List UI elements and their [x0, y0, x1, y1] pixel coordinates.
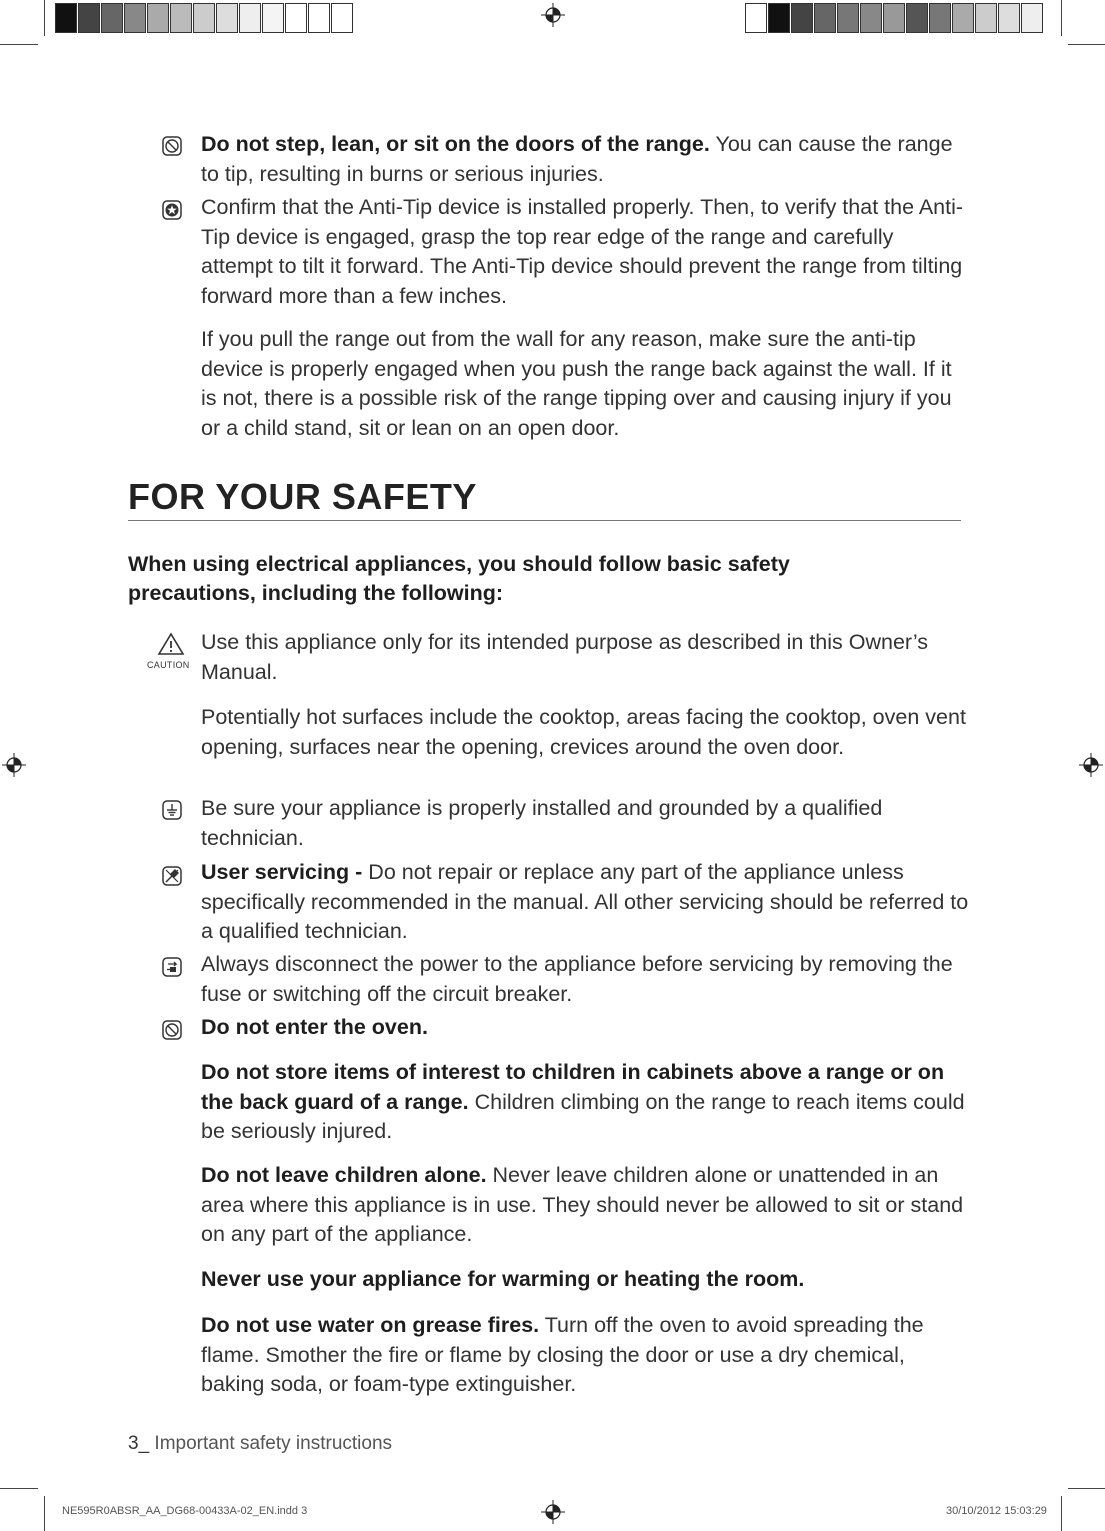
crop-mark — [44, 0, 45, 36]
user-servicing-bold: User servicing - — [201, 860, 363, 884]
prohibited-icon — [162, 1020, 182, 1040]
grease-fires-text: Turn off the oven to avoid spreading the flame. Smother the fire or flame by closing the door or use a dry chemical, baking soda, or foam-type extinguisher. — [201, 1313, 924, 1396]
tip-warning-paragraph — [201, 130, 971, 189]
page-number: 3_ — [128, 1433, 150, 1454]
no-disassemble-icon — [162, 866, 182, 886]
crop-mark — [1061, 0, 1062, 36]
file-slug: NE595R0ABSR_AA_DG68-00433A-02_EN.indd 3 — [62, 1505, 308, 1517]
no-store-text: Children climbing on the range to reach items could be seriously injured. — [201, 1089, 965, 1143]
no-warming-bold: Never use your appliance for warming or heating the room. — [201, 1267, 805, 1291]
no-enter-bold: Do not enter the oven. — [201, 1015, 428, 1039]
important-star-icon — [162, 200, 182, 220]
no-leave-text: Never leave children alone or unattended in an area where this appliance is in use. They should never be allowed to sit or stand on any part of the appliance. — [201, 1163, 964, 1246]
grease-fires-bold: Do not use water on grease fires. — [201, 1313, 540, 1337]
section-name: Important safety instructions — [149, 1433, 393, 1454]
registration-mark-right — [1079, 753, 1103, 777]
caution-label: CAUTION — [147, 660, 190, 670]
crop-mark — [1068, 1488, 1105, 1489]
grease-fires-paragraph — [201, 1311, 971, 1400]
no-warming-paragraph — [201, 1265, 971, 1295]
no-leave-paragraph — [201, 1161, 971, 1250]
safety-intro: When using electrical appliances, you should follow basic safety precautions, including the following: — [128, 552, 790, 605]
grounded-paragraph: Be sure your appliance is properly installed and grounded by a qualified technician. — [201, 796, 883, 850]
user-servicing-paragraph — [201, 858, 971, 947]
caution-triangle-icon — [157, 632, 185, 656]
no-leave-bold: Do not leave children alone. — [201, 1163, 487, 1187]
crop-mark — [44, 1496, 45, 1531]
prohibited-icon — [162, 136, 182, 156]
crop-mark — [1068, 44, 1105, 45]
page-title: FOR YOUR SAFETY — [128, 474, 961, 521]
registration-mark-left — [2, 753, 26, 777]
hot-surfaces-paragraph: Potentially hot surfaces include the cooktop, areas facing the cooktop, oven vent opening, surfaces near the opening, crevices around the oven door. — [201, 705, 966, 759]
tip-warning-bold: Do not step, lean, or sit on the doors of the range. — [201, 132, 710, 156]
print-timestamp: 30/10/2012 15:03:29 — [946, 1505, 1047, 1517]
intended-use-paragraph: Use this appliance only for its intended purpose as described in this Owner’s Manual. — [201, 630, 929, 684]
crop-mark — [0, 44, 38, 45]
disconnect-paragraph: Always disconnect the power to the appliance before servicing by removing the fuse or switching off the circuit breaker. — [201, 952, 953, 1006]
no-store-bold: Do not store items of interest to children in cabinets above a range or on the back guard of a range. — [201, 1060, 945, 1114]
anti-tip-pull-paragraph: If you pull the range out from the wall for any reason, make sure the anti-tip device is properly engaged when you push the range back against the wall. If it is not, there is a possible risk of the range tipping over and causing injury if you or a child stand, sit or lean on an open door. — [201, 327, 952, 440]
print-color-bar-right — [745, 3, 1044, 33]
ground-icon — [162, 800, 182, 820]
unplug-icon — [162, 957, 182, 977]
anti-tip-confirm-paragraph: Confirm that the Anti-Tip device is installed properly. Then, to verify that the Anti-Tip device is engaged, grasp the top rear edge of the range and carefully attempt to tilt it forward. The Anti-Tip device should prevent the range from tilting forward more than a few inches. — [201, 195, 964, 308]
crop-mark — [1061, 1496, 1062, 1531]
crop-mark — [0, 1488, 38, 1489]
registration-mark-top — [541, 3, 565, 27]
no-store-paragraph — [201, 1058, 971, 1147]
registration-mark-bottom — [541, 1500, 565, 1524]
user-servicing-text: Do not repair or replace any part of the appliance unless specifically recommended in the manual. All other servicing should be referred to a qualified technician. — [201, 860, 969, 943]
tip-warning-text: You can cause the range to tip, resulting in burns or serious injuries. — [201, 132, 953, 186]
print-color-bar-left — [55, 3, 354, 33]
page-footer — [128, 1433, 392, 1455]
no-enter-paragraph — [201, 1013, 971, 1043]
